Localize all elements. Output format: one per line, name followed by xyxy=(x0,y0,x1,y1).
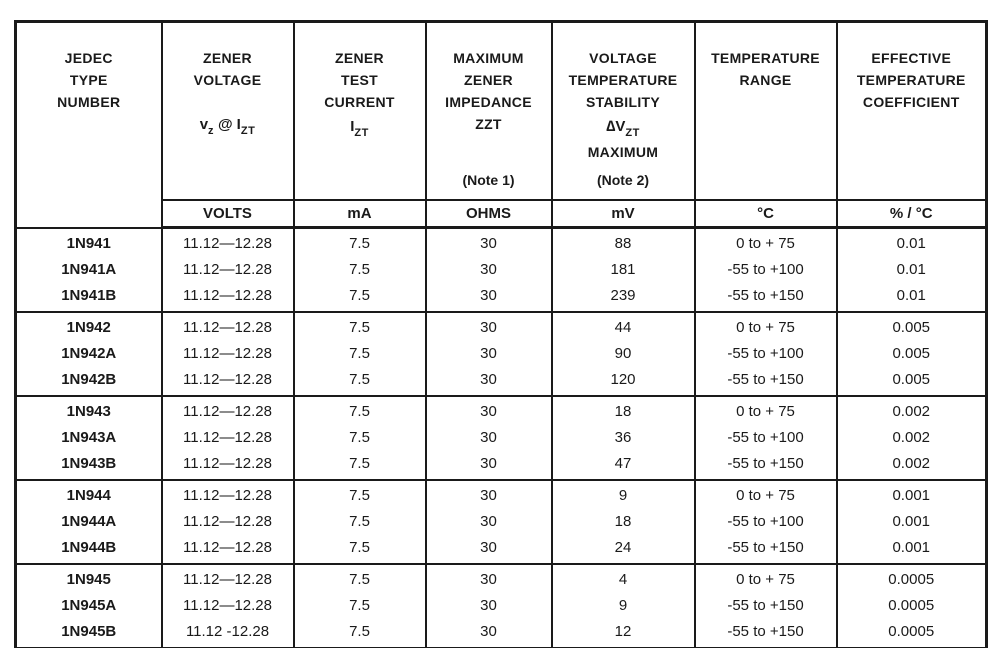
impedance-cell: 30 xyxy=(426,257,552,283)
test-current-cell: 7.5 xyxy=(294,619,426,648)
header-line: EFFECTIVE xyxy=(871,50,952,66)
stability-cell: 4 xyxy=(552,564,695,593)
impedance-cell: 30 xyxy=(426,312,552,341)
table-row xyxy=(16,535,987,564)
temp-range-cell: -55 to +100 xyxy=(695,257,837,283)
jedec-type-cell: 1N944B xyxy=(16,535,162,564)
header-line: VOLTAGE xyxy=(193,72,262,88)
impedance-cell: 30 xyxy=(426,283,552,312)
unit-percent-per-celsius: % / °C xyxy=(837,200,987,228)
temp-range-cell: 0 to + 75 xyxy=(695,480,837,509)
jedec-type-cell: 1N944A xyxy=(16,509,162,535)
temp-range-cell: 0 to + 75 xyxy=(695,396,837,425)
units-row xyxy=(16,200,987,228)
header-line: TEST xyxy=(341,72,378,88)
zener-voltage-cell: 11.12—12.28 xyxy=(162,535,294,564)
temp-coefficient-cell: 0.001 xyxy=(837,509,987,535)
test-current-cell: 7.5 xyxy=(294,283,426,312)
table-row xyxy=(16,312,987,341)
stability-cell: 12 xyxy=(552,619,695,648)
row-group-1n945 xyxy=(16,564,987,648)
stability-cell: 36 xyxy=(552,425,695,451)
delta-vzt-formula: $\Delta V_{ZT}$ xyxy=(606,118,640,139)
stability-cell: 88 xyxy=(552,228,695,258)
zener-voltage-cell: 11.12—12.28 xyxy=(162,312,294,341)
temp-coefficient-cell: 0.002 xyxy=(837,451,987,480)
temp-range-cell: -55 to +100 xyxy=(695,341,837,367)
jedec-type-cell: 1N943A xyxy=(16,425,162,451)
zener-voltage-cell: 11.12—12.28 xyxy=(162,228,294,258)
impedance-cell: 30 xyxy=(426,564,552,593)
zener-voltage-cell: 11.12—12.28 xyxy=(162,396,294,425)
impedance-cell: 30 xyxy=(426,367,552,396)
impedance-cell: 30 xyxy=(426,425,552,451)
header-row xyxy=(16,22,987,200)
table-row xyxy=(16,564,987,593)
temp-range-cell: -55 to +150 xyxy=(695,619,837,648)
stability-cell: 47 xyxy=(552,451,695,480)
impedance-cell: 30 xyxy=(426,451,552,480)
unit-ohms: OHMS xyxy=(426,200,552,228)
temp-range-cell: -55 to +150 xyxy=(695,535,837,564)
header-line: ZENER xyxy=(203,50,252,66)
temp-range-cell: -55 to +150 xyxy=(695,367,837,396)
test-current-cell: 7.5 xyxy=(294,535,426,564)
temp-coefficient-cell: 0.001 xyxy=(837,480,987,509)
row-group-1n942 xyxy=(16,312,987,396)
zener-voltage-cell: 11.12—12.28 xyxy=(162,425,294,451)
test-current-cell: 7.5 xyxy=(294,257,426,283)
zener-voltage-cell: 11.12—12.28 xyxy=(162,593,294,619)
zener-voltage-cell: 11.12—12.28 xyxy=(162,367,294,396)
header-line: IMPEDANCE xyxy=(445,94,532,110)
header-line: COEFFICIENT xyxy=(862,94,960,110)
zener-voltage-cell: 11.12—12.28 xyxy=(162,509,294,535)
temp-range-cell: -55 to +150 xyxy=(695,451,837,480)
jedec-type-cell: 1N944 xyxy=(16,480,162,509)
temp-coefficient-cell: 0.005 xyxy=(837,367,987,396)
stability-cell: 90 xyxy=(552,341,695,367)
table-row xyxy=(16,283,987,312)
zener-voltage-cell: 11.12—12.28 xyxy=(162,283,294,312)
zener-voltage-cell: 11.12—12.28 xyxy=(162,451,294,480)
table-row xyxy=(16,341,987,367)
table-row xyxy=(16,593,987,619)
note-2-reference: (Note 2) xyxy=(596,172,650,188)
test-current-cell: 7.5 xyxy=(294,228,426,258)
col-header-temperature-range xyxy=(695,22,837,200)
impedance-cell: 30 xyxy=(426,228,552,258)
impedance-cell: 30 xyxy=(426,341,552,367)
jedec-type-cell: 1N942 xyxy=(16,312,162,341)
zener-voltage-cell: 11.12—12.28 xyxy=(162,257,294,283)
temp-range-cell: -55 to +100 xyxy=(695,509,837,535)
table-row xyxy=(16,451,987,480)
jedec-type-cell: 1N945A xyxy=(16,593,162,619)
temp-coefficient-cell: 0.001 xyxy=(837,535,987,564)
zener-spec-table xyxy=(14,20,988,648)
temp-coefficient-cell: 0.0005 xyxy=(837,564,987,593)
header-line: TYPE xyxy=(69,72,108,88)
col-header-zener-voltage xyxy=(162,22,294,200)
test-current-cell: 7.5 xyxy=(294,396,426,425)
temp-range-cell: 0 to + 75 xyxy=(695,228,837,258)
jedec-type-cell: 1N945 xyxy=(16,564,162,593)
stability-cell: 181 xyxy=(552,257,695,283)
impedance-cell: 30 xyxy=(426,396,552,425)
jedec-type-cell: 1N941B xyxy=(16,283,162,312)
test-current-cell: 7.5 xyxy=(294,425,426,451)
row-group-1n941 xyxy=(16,228,987,313)
impedance-cell: 30 xyxy=(426,593,552,619)
test-current-cell: 7.5 xyxy=(294,341,426,367)
impedance-cell: 30 xyxy=(426,535,552,564)
temp-range-cell: -55 to +150 xyxy=(695,283,837,312)
col-header-zener-test-current xyxy=(294,22,426,200)
zener-voltage-cell: 11.12—12.28 xyxy=(162,341,294,367)
temp-coefficient-cell: 0.01 xyxy=(837,283,987,312)
note-1-reference: (Note 1) xyxy=(462,172,515,188)
col-header-max-zener-impedance xyxy=(426,22,552,200)
unit-mv: mV xyxy=(552,200,695,228)
temp-coefficient-cell: 0.002 xyxy=(837,425,987,451)
table-row xyxy=(16,396,987,425)
row-group-1n943 xyxy=(16,396,987,480)
jedec-type-cell: 1N942B xyxy=(16,367,162,396)
header-line: TEMPERATURE xyxy=(568,72,678,88)
header-line: CURRENT xyxy=(324,94,395,110)
stability-cell: 9 xyxy=(552,480,695,509)
header-line: ZENER xyxy=(335,50,384,66)
test-current-cell: 7.5 xyxy=(294,480,426,509)
temp-coefficient-cell: 0.0005 xyxy=(837,619,987,648)
impedance-cell: 30 xyxy=(426,509,552,535)
temp-coefficient-cell: 0.005 xyxy=(837,341,987,367)
table-row xyxy=(16,228,987,258)
test-current-cell: 7.5 xyxy=(294,312,426,341)
test-current-cell: 7.5 xyxy=(294,564,426,593)
header-line: RANGE xyxy=(739,72,792,88)
jedec-type-cell: 1N942A xyxy=(16,341,162,367)
zener-voltage-cell: 11.12—12.28 xyxy=(162,480,294,509)
stability-cell: 18 xyxy=(552,509,695,535)
table-row xyxy=(16,257,987,283)
table-row xyxy=(16,619,987,648)
header-line: STABILITY xyxy=(586,94,660,110)
unit-ma: mA xyxy=(294,200,426,228)
test-current-cell: 7.5 xyxy=(294,451,426,480)
temp-coefficient-cell: 0.0005 xyxy=(837,593,987,619)
unit-celsius: °C xyxy=(695,200,837,228)
row-group-1n944 xyxy=(16,480,987,564)
impedance-cell: 30 xyxy=(426,480,552,509)
header-line: NUMBER xyxy=(57,94,121,110)
vz-at-izt-formula: $v_z$ @ $I_{ZT}$ xyxy=(199,116,256,137)
temp-coefficient-cell: 0.01 xyxy=(837,228,987,258)
test-current-cell: 7.5 xyxy=(294,593,426,619)
stability-cell: 24 xyxy=(552,535,695,564)
temp-coefficient-cell: 0.002 xyxy=(837,396,987,425)
jedec-type-cell: 1N943 xyxy=(16,396,162,425)
temp-range-cell: -55 to +100 xyxy=(695,425,837,451)
table-row xyxy=(16,425,987,451)
table-row xyxy=(16,367,987,396)
table-row xyxy=(16,480,987,509)
impedance-cell: 30 xyxy=(426,619,552,648)
jedec-type-cell: 1N945B xyxy=(16,619,162,648)
stability-cell: 9 xyxy=(552,593,695,619)
zener-voltage-cell: 11.12—12.28 xyxy=(162,564,294,593)
temp-coefficient-cell: 0.005 xyxy=(837,312,987,341)
jedec-type-cell: 1N943B xyxy=(16,451,162,480)
temp-range-cell: 0 to + 75 xyxy=(695,312,837,341)
header-line: TEMPERATURE xyxy=(711,50,820,66)
table-row xyxy=(16,509,987,535)
stability-cell: 44 xyxy=(552,312,695,341)
jedec-type-cell: 1N941 xyxy=(16,228,162,258)
temp-coefficient-cell: 0.01 xyxy=(837,257,987,283)
zener-voltage-cell: 11.12 -12.28 xyxy=(162,619,294,648)
jedec-type-cell: 1N941A xyxy=(16,257,162,283)
header-line: TEMPERATURE xyxy=(856,72,966,88)
header-line: MAXIMUM xyxy=(453,50,524,66)
test-current-cell: 7.5 xyxy=(294,367,426,396)
stability-cell: 120 xyxy=(552,367,695,396)
col-header-jedec-type-number xyxy=(16,22,162,228)
col-header-effective-temp-coefficient xyxy=(837,22,987,200)
stability-cell: 239 xyxy=(552,283,695,312)
header-line: MAXIMUM xyxy=(587,144,659,160)
temp-range-cell: -55 to +150 xyxy=(695,593,837,619)
test-current-cell: 7.5 xyxy=(294,509,426,535)
temp-range-cell: 0 to + 75 xyxy=(695,564,837,593)
header-line: ZZT xyxy=(475,116,502,132)
header-line: VOLTAGE xyxy=(589,50,657,66)
table-header xyxy=(16,22,987,228)
izt-formula: $I_{ZT}$ xyxy=(350,118,369,139)
header-line: ZENER xyxy=(464,72,513,88)
unit-volts: VOLTS xyxy=(162,200,294,228)
stability-cell: 18 xyxy=(552,396,695,425)
col-header-voltage-temp-stability xyxy=(552,22,695,200)
header-line: JEDEC xyxy=(64,50,113,66)
